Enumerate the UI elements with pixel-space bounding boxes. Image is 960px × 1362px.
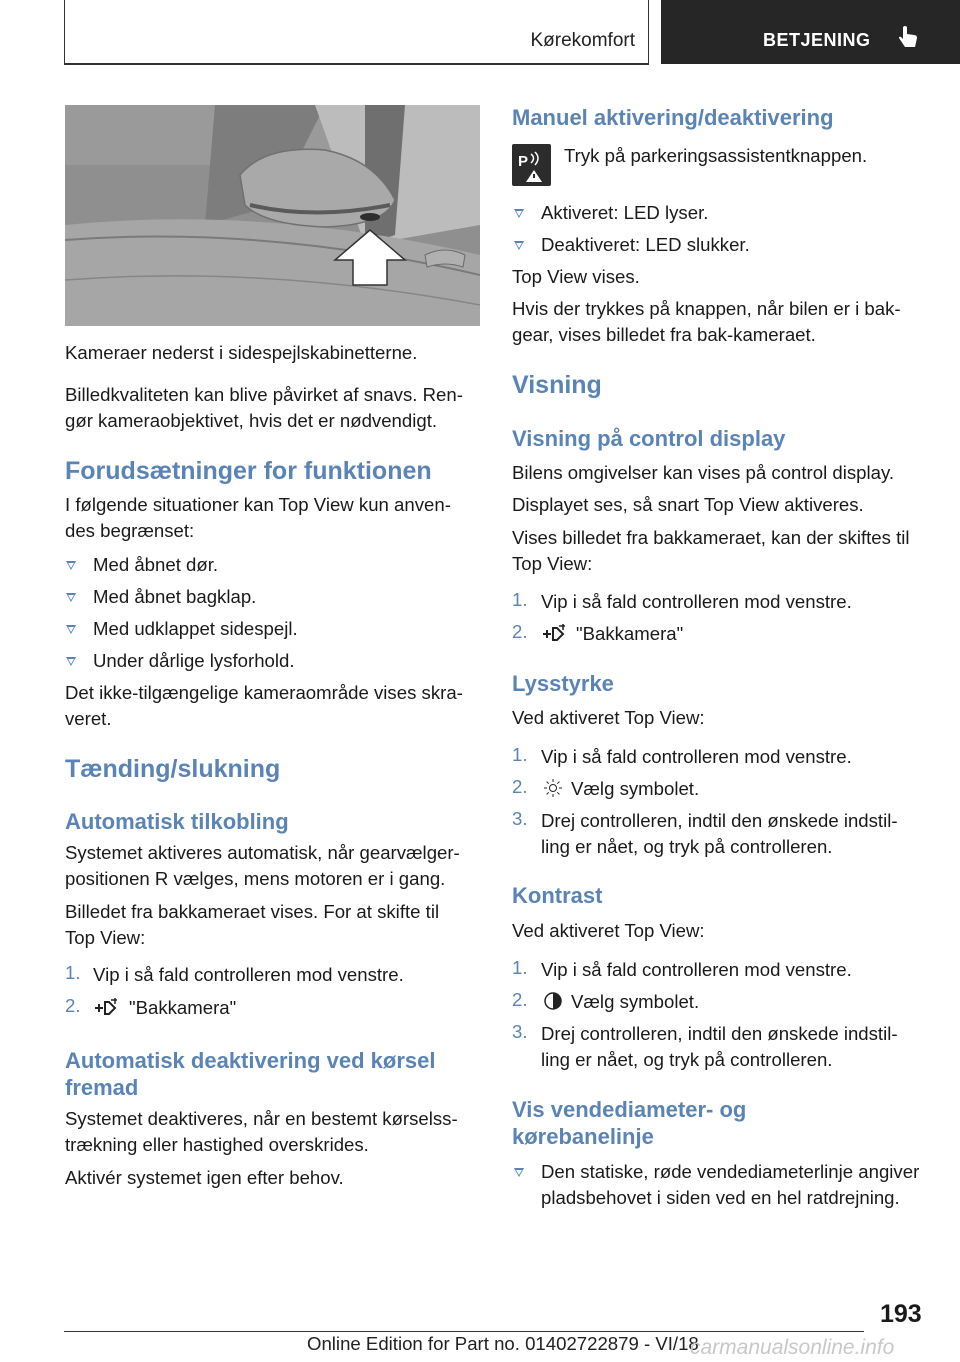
heading-vendediameter-line-1: Vis vendediameter- og — [512, 1097, 747, 1122]
list-item: Med udklappet sidespejl. — [93, 618, 298, 639]
step-text: Drej controlleren, indtil den ønskede indstil- — [541, 810, 898, 831]
auto-text2-2: Top View: — [65, 927, 146, 948]
intro-line-1: Billedkvaliteten kan blive påvirket af snavs. Ren- — [65, 384, 463, 405]
footer-rule — [64, 1331, 864, 1332]
step-number: 1. — [65, 962, 81, 983]
page-number: 193 — [880, 1300, 922, 1328]
bullet-triangle-icon — [66, 657, 76, 666]
rear-camera-icon — [93, 998, 119, 1018]
deakt-text2: Aktivér systemet igen efter behov. — [65, 1167, 344, 1188]
forudsaetninger-text-1: I følgende situationer kan Top View kun anven- — [65, 494, 451, 515]
deakt-text-1: Systemet deaktiveres, når en bestemt kørselss- — [65, 1108, 458, 1129]
heading-lysstyrke: Lysstyrke — [512, 671, 614, 696]
intro-line-2: gør kameraobjektivet, hvis det er nødvendigt. — [65, 410, 438, 431]
list-item: Aktiveret: LED lyser. — [541, 202, 709, 223]
hand-pointer-icon — [897, 24, 919, 50]
list-item: Med åbnet dør. — [93, 554, 219, 575]
rear-camera-icon — [541, 624, 567, 644]
bullet-triangle-icon — [514, 1168, 524, 1177]
step-number: 3. — [512, 1021, 528, 1042]
header-rule-bottom — [64, 63, 649, 65]
step-text: Vip i så fald controlleren mod venstre. — [541, 746, 852, 767]
visning-text-3: Vises billedet fra bakkameraet, kan der skiftes til — [512, 527, 910, 548]
step-number: 2. — [512, 621, 528, 642]
step-text: Vip i så fald controlleren mod venstre. — [541, 959, 852, 980]
heading-kontrast: Kontrast — [512, 883, 603, 908]
list-item: Under dårlige lysforhold. — [93, 650, 295, 671]
heading-manuel: Manuel aktivering/deaktivering — [512, 105, 834, 130]
contrast-icon — [543, 991, 563, 1011]
bullet-triangle-icon — [514, 209, 524, 218]
list-item: Med åbnet bagklap. — [93, 586, 257, 607]
visning-text-4: Top View: — [512, 553, 593, 574]
step-text-cont: ling er nået, og tryk på controlleren. — [541, 836, 833, 857]
header-rule-left — [64, 0, 65, 64]
manuel-text-3: gear, vises billedet fra bak-kameraet. — [512, 324, 816, 345]
heading-visning: Visning — [512, 371, 602, 399]
heading-vendediameter-line-2: kørebanelinje — [512, 1124, 654, 1149]
brightness-icon — [543, 778, 563, 798]
forudsaetninger-text-2: des begrænset: — [65, 520, 195, 541]
step-text: Vip i så fald controlleren mod venstre. — [541, 591, 852, 612]
heading-forudsaetninger: Forudsætninger for funktionen — [65, 457, 432, 485]
lysstyrke-intro: Ved aktiveret Top View: — [512, 707, 705, 728]
manuel-instruction: Tryk på parkeringsassistentknappen. — [564, 145, 868, 166]
step-text: Vip i så fald controlleren mod venstre. — [93, 964, 404, 985]
auto-text-1: Systemet aktiveres automatisk, når gearvælger- — [65, 842, 460, 863]
visning-text-2: Displayet ses, så snart Top View aktiveres. — [512, 494, 864, 515]
heading-deaktivering-line-1: Automatisk deaktivering ved kørsel — [65, 1048, 436, 1073]
section-title: Kørekomfort — [530, 30, 635, 51]
bullet-triangle-icon — [66, 593, 76, 602]
manuel-text-1: Top View vises. — [512, 266, 640, 287]
step-text: "Bakkamera" — [129, 997, 237, 1018]
park-assist-button-icon — [512, 144, 551, 186]
heading-deaktivering — [65, 1047, 435, 1101]
heading-deaktivering-line-2: fremad — [65, 1075, 139, 1100]
manuel-text-2: Hvis der trykkes på knappen, når bilen er i bak- — [512, 298, 901, 319]
car-mirror-photo — [65, 105, 480, 326]
list-item-cont: pladsbehovet i siden ved en hel ratdrejning. — [541, 1187, 900, 1208]
step-number: 1. — [512, 957, 528, 978]
step-number: 2. — [512, 989, 528, 1010]
heading-taending: Tænding/slukning — [65, 755, 281, 783]
visning-text-1: Bilens omgivelser kan vises på control display. — [512, 462, 895, 483]
step-number: 2. — [65, 995, 81, 1016]
header-rule-right — [648, 0, 649, 64]
auto-text2-1: Billedet fra bakkameraet vises. For at skifte til — [65, 901, 440, 922]
chapter-title: BETJENING — [763, 30, 871, 50]
step-number: 1. — [512, 589, 528, 610]
chapter-tab — [661, 0, 960, 64]
forudsaetninger-after-2: veret. — [65, 708, 112, 729]
bullet-triangle-icon — [514, 241, 524, 250]
kontrast-intro: Ved aktiveret Top View: — [512, 920, 705, 941]
heading-vendediameter — [512, 1096, 746, 1150]
step-number: 3. — [512, 808, 528, 829]
bullet-triangle-icon — [66, 625, 76, 634]
auto-text-2: positionen R vælges, mens motoren er i gang. — [65, 868, 446, 889]
photo-caption: Kameraer nederst i sidespejlskabinetterne. — [65, 342, 418, 363]
step-text-cont: ling er nået, og tryk på controlleren. — [541, 1049, 833, 1070]
step-text: Vælg symbolet. — [571, 778, 700, 799]
bullet-triangle-icon — [66, 561, 76, 570]
step-number: 2. — [512, 776, 528, 797]
forudsaetninger-after-1: Det ikke-tilgængelige kameraområde vises skra- — [65, 682, 463, 703]
watermark: carmanualsonline.info — [690, 1336, 895, 1359]
step-number: 1. — [512, 744, 528, 765]
edition-text: Online Edition for Part no. 01402722879 - VI/18 — [307, 1333, 699, 1354]
list-item: Den statiske, røde vendediameterlinje angiver — [541, 1161, 920, 1182]
step-text: "Bakkamera" — [576, 623, 684, 644]
step-text: Vælg symbolet. — [571, 991, 700, 1012]
step-text: Drej controlleren, indtil den ønskede indstil- — [541, 1023, 898, 1044]
list-item: Deaktiveret: LED slukker. — [541, 234, 750, 255]
deakt-text-2: trækning eller hastighed overskrides. — [65, 1134, 369, 1155]
svg-text:P: P — [518, 153, 529, 170]
heading-visning-control: Visning på control display — [512, 426, 786, 451]
heading-auto-tilkobling: Automatisk tilkobling — [65, 809, 289, 834]
